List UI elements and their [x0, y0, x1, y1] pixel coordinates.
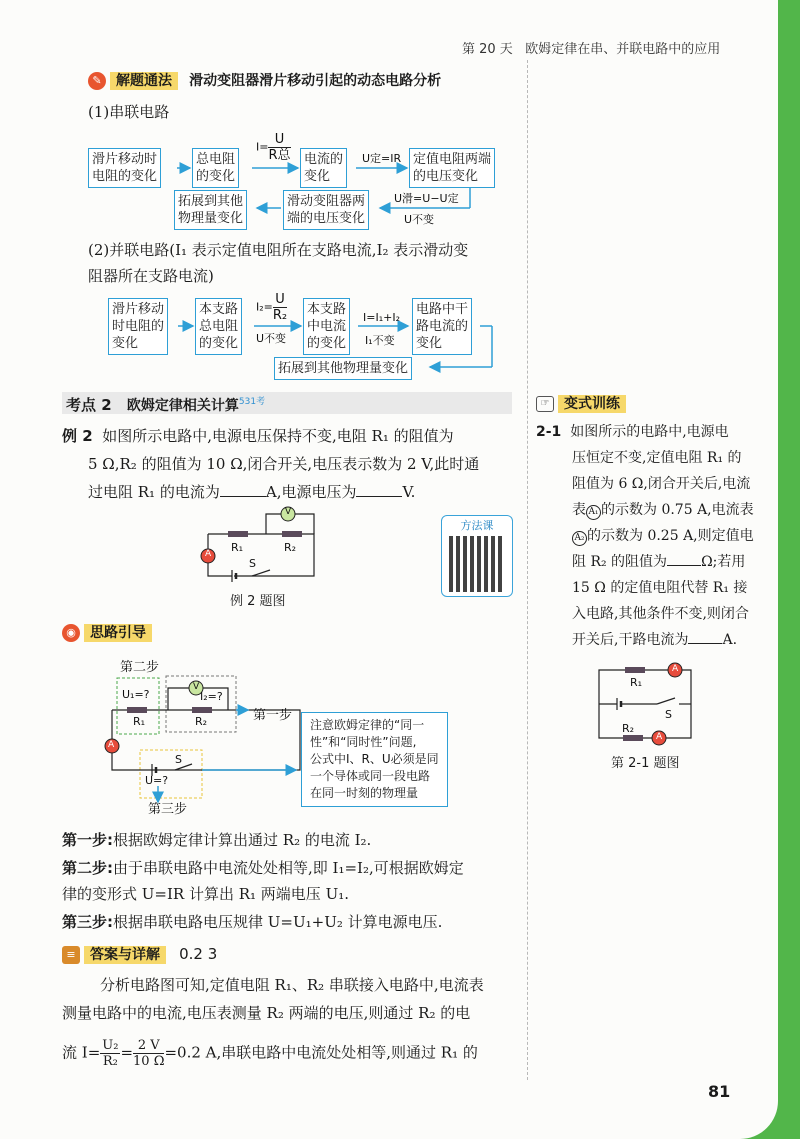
training-line-7: 15 Ω 的定值电阻代替 R₁ 接: [572, 580, 748, 596]
guide-r2-label: R₂: [195, 715, 208, 728]
example-caption: 例 2 题图: [230, 594, 286, 609]
training-caption: 第 2-1 题图: [611, 756, 680, 771]
training-r2-label: R₂: [622, 722, 635, 735]
example-voltmeter-label: V: [285, 507, 292, 517]
header-title: 欧姆定律在串、并联电路中的应用: [525, 42, 721, 57]
training-ammeter2-label: A: [656, 732, 663, 742]
guide-step1-label: 第一步: [253, 708, 293, 723]
training-line-5: A₂ 的示数为 0.25 A,则定值电: [572, 522, 754, 550]
answer-blank-r2[interactable]: [667, 551, 701, 566]
training-line-4: 表 A₁ 的示数为 0.75 A,电流表: [572, 502, 754, 518]
parallel-box-4: 电路中干 路电流的 变化: [412, 298, 472, 355]
answer-blank-total-current[interactable]: [688, 629, 722, 644]
training-line-3: 阻值为 6 Ω,闭合开关后,电流: [572, 476, 751, 492]
answer-tag: 答案与详解: [84, 946, 166, 964]
example-r2-label: R₂: [284, 541, 297, 554]
guide-switch-label: S: [175, 753, 182, 766]
series-box-3: 电流的 变化: [300, 148, 347, 188]
answer-values: 0.2 3: [179, 945, 218, 963]
training-tag: 变式训练: [558, 395, 626, 413]
example-line-2: 5 Ω,R₂ 的阻值为 10 Ω,闭合开关,电压表示数为 2 V,此时通: [88, 455, 480, 473]
series-formula-3-note: U不变: [404, 213, 435, 226]
example-line-3: 过电阻 R₁ 的电流为 A,电源电压为 V.: [88, 483, 416, 501]
example-switch-label: S: [249, 557, 256, 570]
training-line-2: 压恒定不变,定值电阻 R₁ 的: [572, 450, 742, 466]
guide-step2-text-2: 律的变形式 U=IR 计算出 R₁ 两端电压 U₁.: [62, 885, 350, 903]
guide-step3-text: 第三步:根据串联电路电压规律 U=U₁+U₂ 计算电源电压.: [62, 913, 443, 931]
method-title: 滑动变阻器滑片移动引起的动态电路分析: [189, 73, 442, 89]
training-line-6: 阻 R₂ 的阻值为 Ω;若用: [572, 548, 745, 576]
parallel-formula-1-note: U不变: [256, 332, 287, 345]
header-day: 第 20 天: [462, 42, 513, 57]
training-line-1: 2-1 如图所示的电路中,电源电: [536, 424, 729, 440]
topic-label: 考点 2: [66, 396, 112, 414]
guide-tag: 思路引导: [84, 624, 152, 642]
training-switch-label: S: [665, 708, 672, 721]
answer-blank-voltage[interactable]: [356, 482, 402, 497]
guide-step2-label: 第二步: [120, 660, 160, 675]
qr-pattern: [449, 536, 505, 592]
guide-ammeter-label: A: [108, 740, 115, 750]
parallel-heading-2: 阻器所在支路电流): [88, 267, 214, 285]
series-box-2: 总电阻 的变化: [192, 148, 239, 188]
guide-r1-label: R₁: [133, 715, 146, 728]
series-box-4: 定值电阻两端 的电压变化: [409, 148, 495, 188]
training-line-9: 开关后,干路电流为 A.: [572, 626, 737, 654]
training-r1-label: R₁: [630, 676, 643, 689]
answer-heading: [62, 944, 217, 964]
answer-blank-current[interactable]: [220, 482, 266, 497]
lightbulb-icon: ✎: [88, 72, 106, 90]
hand-pointer-icon: ☞: [536, 396, 554, 412]
topic-title: 欧姆定律相关计算: [126, 398, 239, 414]
parallel-box-5: 拓展到其他物理量变化: [274, 357, 412, 380]
training-line-8: 入电路,其他条件不变,则闭合: [572, 606, 749, 622]
training-heading: [536, 393, 626, 413]
training-ammeter1-label: A: [672, 664, 679, 674]
qr-code[interactable]: [441, 515, 513, 597]
book-icon: ≡: [62, 946, 80, 964]
guide-step2-text: 第二步:由于串联电路中电流处处相等,即 I₁=I₂,可根据欧姆定: [62, 859, 464, 877]
guide-u-label: U=?: [145, 774, 169, 787]
parallel-formula-1: I₂= $\frac{U}{\text{R₂}}$: [256, 292, 288, 323]
topic-heading: [66, 394, 265, 415]
example-r1-label: R₁: [231, 541, 244, 554]
compass-icon: ◉: [62, 624, 80, 642]
series-formula-1: I= $\frac{U}{\text{R总}}$: [256, 132, 291, 163]
parallel-box-1: 滑片移动 时电阻的 变化: [108, 298, 168, 355]
example-line-1: 例 2 如图所示电路中,电源电压保持不变,电阻 R₁ 的阻值为: [62, 427, 454, 445]
guide-voltmeter-label: V: [193, 682, 200, 692]
series-box-1: 滑片移动时 电阻的变化: [88, 148, 161, 188]
guide-note-box: 注意欧姆定律的“同一 性”和“同时性”问题, 公式中I、R、U必须是同 一个导体或同一段电路 在同一时刻的物理量: [301, 712, 448, 807]
guide-u1-label: U₁=?: [122, 688, 150, 701]
parallel-formula-2: I=I₁+I₂: [363, 311, 400, 324]
answer-line-3: 流 I= $\frac{\text{U₂}}{\text{R₂}}$ = $\frac{2 V}{10 \Omega}$ =0.2 A,串联电路中电流处处相等,则通过 R₁ 的: [62, 1038, 478, 1069]
answer-line-1: 分析电路图可知,定值电阻 R₁、R₂ 串联接入电路中,电流表: [100, 976, 484, 994]
qr-label: 方法课: [460, 519, 494, 532]
guide-i2-label: I₂=?: [200, 690, 223, 703]
series-formula-3: U滑=U−U定: [394, 192, 459, 205]
running-header: [462, 38, 720, 57]
parallel-box-3: 本支路 中电流 的变化: [303, 298, 350, 355]
page-number: 81: [708, 1082, 731, 1101]
series-formula-2: U定=IR: [362, 152, 402, 165]
series-box-5: 拓展到其他 物理量变化: [174, 190, 247, 230]
guide-heading: [62, 622, 152, 642]
parallel-heading: (2)并联电路(I₁ 表示定值电阻所在支路电流,I₂ 表示滑动变: [88, 241, 469, 259]
example-circuit: [196, 502, 336, 582]
series-box-6: 滑动变阻器两 端的电压变化: [283, 190, 369, 230]
example-ammeter-label: A: [205, 549, 212, 559]
topic-frequency: 531考: [238, 397, 266, 407]
training-circuit: [595, 660, 715, 750]
method-tag: 解题通法: [110, 72, 178, 90]
method-heading: [88, 70, 441, 90]
parallel-formula-2-note: I₁不变: [365, 334, 395, 347]
guide-step3-label: 第三步: [148, 802, 188, 817]
series-heading: (1)串联电路: [88, 103, 170, 121]
parallel-box-2: 本支路 总电阻 的变化: [195, 298, 242, 355]
answer-line-2: 测量电路中的电流,电压表测量 R₂ 两端的电压,则通过 R₂ 的电: [62, 1004, 471, 1022]
guide-step1-text: 第一步:根据欧姆定律计算出通过 R₂ 的电流 I₂.: [62, 831, 372, 849]
